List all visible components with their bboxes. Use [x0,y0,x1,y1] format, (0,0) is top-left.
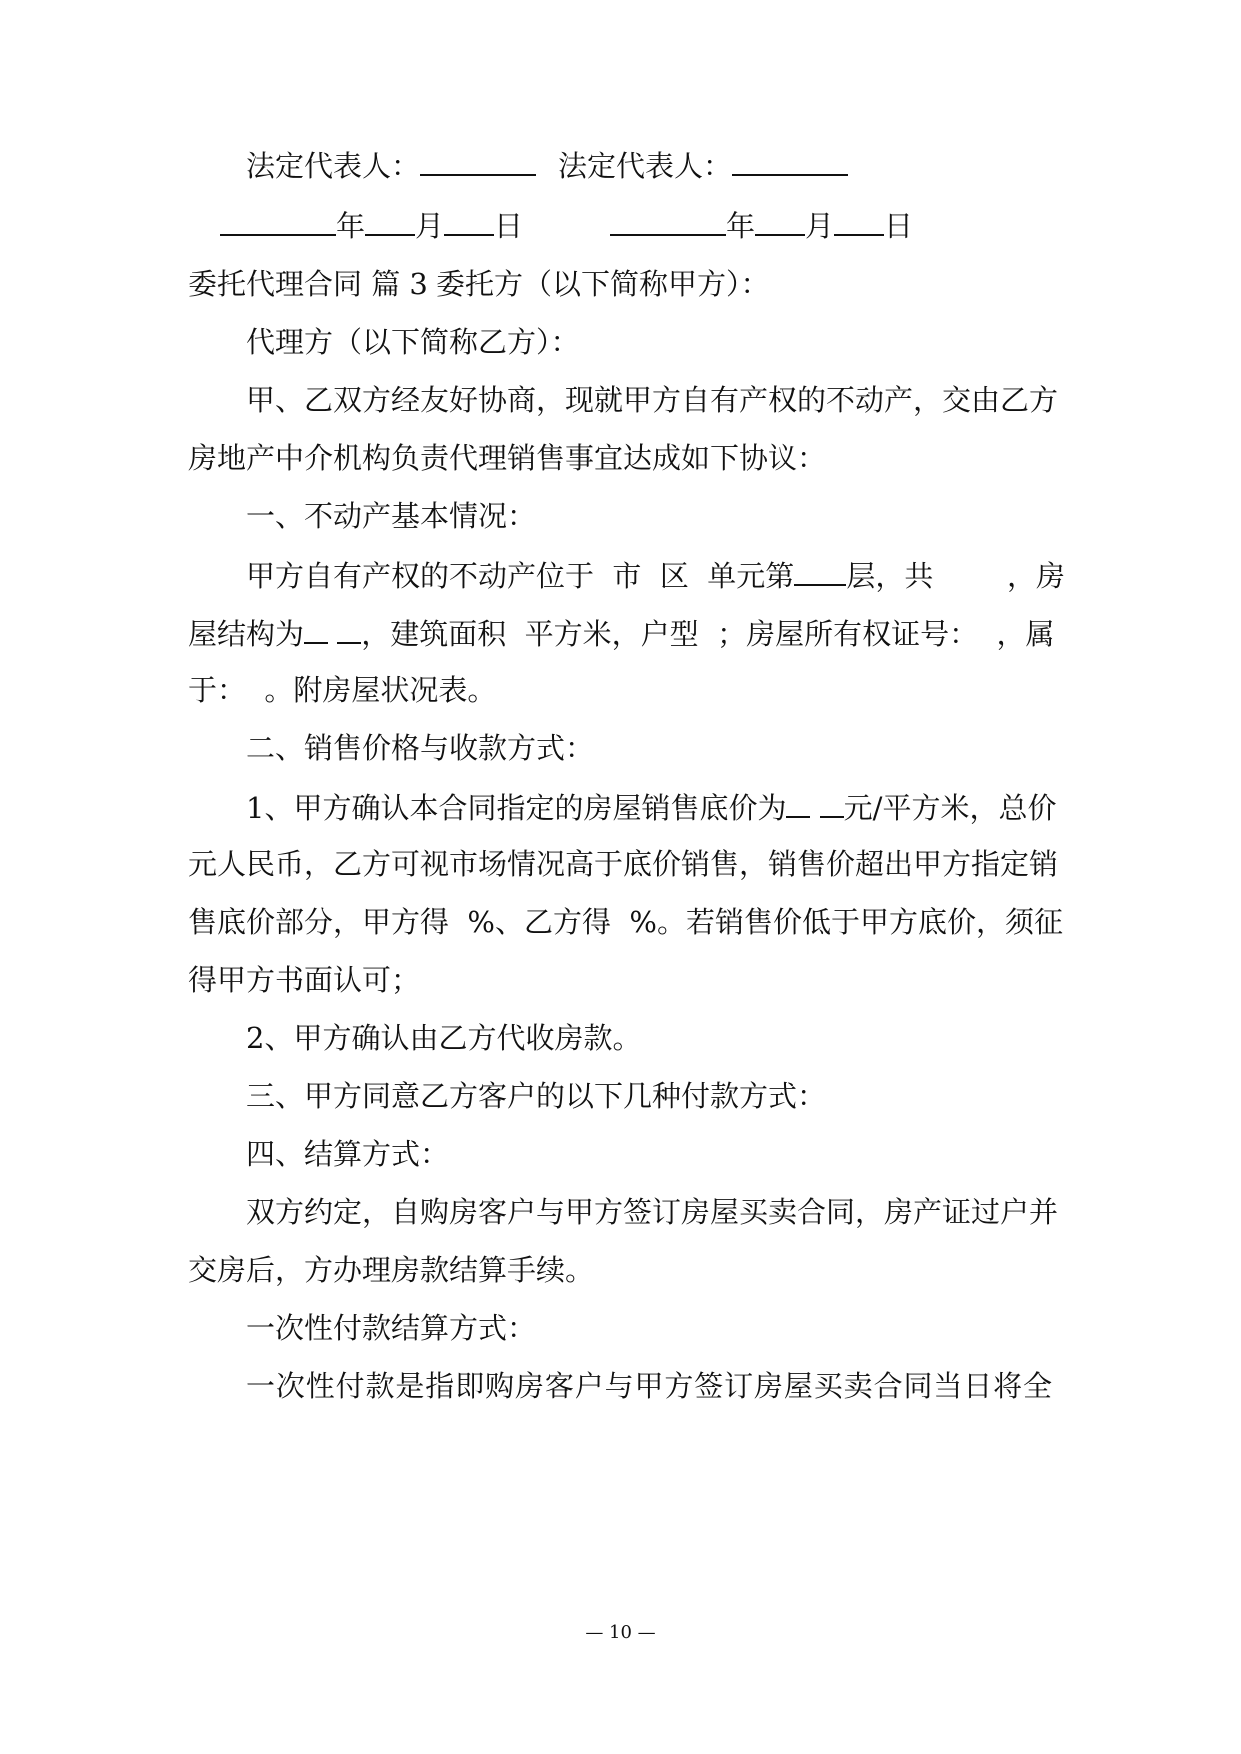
legal-rep-blank-a [420,144,536,176]
price-line [246,786,1056,828]
principal-line: 委托方（以下简称甲方）： [436,267,770,301]
paragraph-line: 于： 。附房屋状况表。 [188,673,497,707]
text-segment: 甲方自有产权的不动产位于 市 区 单元第 [246,559,795,593]
date-month-label: 月 [415,209,445,243]
paragraph-line: 甲、乙双方经友好协商，现就甲方自有产权的不动产，交由乙方 [246,383,1059,417]
structure-blank-1 [304,612,328,644]
legal-rep-row [246,144,536,186]
paragraph-line: 2、甲方确认由乙方代收房款。 [246,1021,642,1055]
legal-rep-label-party-a: 法定代表人： [246,149,421,183]
date-day-blank-b [834,204,884,236]
date-day-label: 日 [884,209,914,243]
property-structure-line [188,612,1055,654]
date-month-blank-a [365,204,415,236]
floor-blank [794,554,846,586]
text-segment: ，建筑面积 平方米，户型 ；房屋所有权证号： ，属 [361,617,1055,651]
property-location-line [246,554,1065,596]
date-month-blank-b [755,204,805,236]
date-year-blank-b [610,204,726,236]
agent-line: 代理方（以下简称乙方）： [246,325,580,359]
section-heading: 一、不动产基本情况： [246,499,537,533]
contract-title: 委托代理合同 篇 3 [188,267,428,301]
text-segment: 1、甲方确认本合同指定的房屋销售底价为 [246,791,787,825]
date-year-blank-a [220,204,336,236]
section-heading: 三、甲方同意乙方客户的以下几种付款方式： [246,1079,827,1113]
subsection-heading: 一次性付款结算方式： [246,1311,537,1345]
text-segment: 元/平方米，总价 [843,791,1057,825]
paragraph-line: 双方约定，自购房客户与甲方签订房屋买卖合同，房产证过户并 [246,1195,1059,1229]
price-blank-2 [820,786,844,818]
page-number: — 10 — [585,1622,656,1643]
paragraph-line: 得甲方书面认可； [188,963,421,997]
date-month-label: 月 [805,209,835,243]
paragraph-line: 交房后，方办理房款结算手续。 [188,1253,595,1287]
date-row-b [610,204,913,246]
date-year-label: 年 [726,209,756,243]
legal-rep-blank-b [732,144,848,176]
section-heading: 二、销售价格与收款方式： [246,731,595,765]
date-row-a [220,204,523,246]
legal-rep-row-b [558,144,848,186]
price-blank-1 [786,786,810,818]
paragraph-line: 售底价部分，甲方得 %、乙方得 %。若销售价低于甲方底价，须征 [188,905,1063,939]
text-segment: 层，共 ，房 [846,559,1066,593]
structure-blank-2 [337,612,361,644]
paragraph-line: 房地产中介机构负责代理销售事宜达成如下协议： [188,441,827,475]
date-year-label: 年 [336,209,366,243]
text-segment: 屋结构为 [188,617,305,651]
date-day-blank-a [444,204,494,236]
legal-rep-label-party-b: 法定代表人： [558,149,733,183]
paragraph-line: 元人民币，乙方可视市场情况高于底价销售，销售价超出甲方指定销 [188,847,1059,881]
date-day-label: 日 [494,209,524,243]
paragraph-line: 一次性付款是指即购房客户与甲方签订房屋买卖合同当日将全 [246,1369,1052,1403]
section-heading: 四、结算方式： [246,1137,450,1171]
